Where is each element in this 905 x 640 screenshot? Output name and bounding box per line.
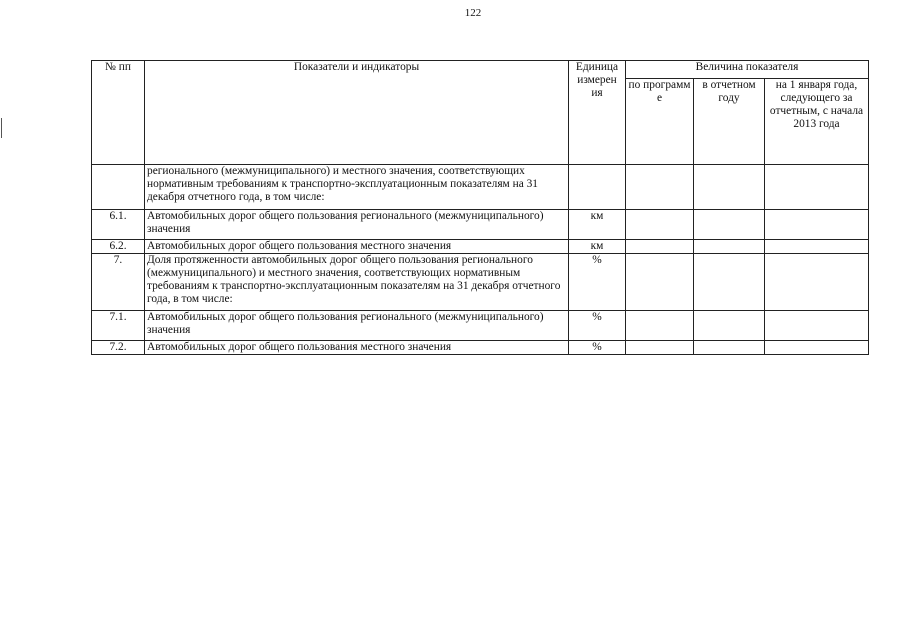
row-indicator-text: Автомобильных дорог общего пользования местного значения <box>145 240 569 254</box>
row-value-jan-1 <box>765 210 869 240</box>
header-row-top <box>92 61 869 79</box>
row-value-report-year <box>694 311 765 341</box>
row-num: 7. <box>92 254 145 311</box>
header-unit: Единица измерен ия <box>569 61 626 165</box>
row-value-report-year <box>694 165 765 210</box>
header-in-report-year: в отчетном году <box>694 79 765 165</box>
row-value-report-year <box>694 240 765 254</box>
row-value-report-year <box>694 341 765 355</box>
row-value-jan-1 <box>765 311 869 341</box>
row-num: 7.2. <box>92 341 145 355</box>
row-indicator-text: Доля протяженности автомобильных дорог общего пользования регионального (межмуниципального) и местного значения, соответствующих нормативным требованиям к транспортно-эксплуатационным показателям на 31 декабря отчетного года, в том числе: <box>145 254 569 311</box>
page-number: 122 <box>464 7 482 19</box>
row-value-program <box>626 311 694 341</box>
row-value-program <box>626 210 694 240</box>
header-on-jan-1: на 1 января года, следующего за отчетным, с начала 2013 года <box>765 79 869 165</box>
indicators-table <box>91 60 869 355</box>
row-unit: % <box>569 341 626 355</box>
table-row <box>92 240 869 254</box>
row-value-report-year <box>694 254 765 311</box>
table-row <box>92 254 869 311</box>
scan-edge-mark <box>1 118 2 138</box>
row-value-jan-1 <box>765 240 869 254</box>
header-indicator: Показатели и индикаторы <box>145 61 569 165</box>
table-row <box>92 341 869 355</box>
row-value-program <box>626 341 694 355</box>
row-unit: % <box>569 311 626 341</box>
table-row <box>92 311 869 341</box>
row-value-program <box>626 165 694 210</box>
row-indicator-text: Автомобильных дорог общего пользования регионального (межмуниципального) значения <box>145 311 569 341</box>
header-value-group: Величина показателя <box>626 61 869 79</box>
row-value-program <box>626 254 694 311</box>
row-indicator-text: регионального (межмуниципального) и местного значения, соответствующих нормативным требованиям к транспортно-эксплуатационным показателям на 31 декабря отчетного года, в том числе: <box>145 165 569 210</box>
row-num: 6.1. <box>92 210 145 240</box>
header-num: № пп <box>92 61 145 165</box>
table-row <box>92 165 869 210</box>
row-value-jan-1 <box>765 165 869 210</box>
row-indicator-text: Автомобильных дорог общего пользования регионального (межмуниципального) значения <box>145 210 569 240</box>
row-value-jan-1 <box>765 341 869 355</box>
row-unit: км <box>569 210 626 240</box>
row-indicator-text: Автомобильных дорог общего пользования местного значения <box>145 341 569 355</box>
row-unit: км <box>569 240 626 254</box>
row-value-program <box>626 240 694 254</box>
row-unit <box>569 165 626 210</box>
table-row <box>92 210 869 240</box>
row-value-report-year <box>694 210 765 240</box>
row-num: 6.2. <box>92 240 145 254</box>
row-unit: % <box>569 254 626 311</box>
row-num <box>92 165 145 210</box>
row-num: 7.1. <box>92 311 145 341</box>
header-by-program: по программ е <box>626 79 694 165</box>
row-value-jan-1 <box>765 254 869 311</box>
